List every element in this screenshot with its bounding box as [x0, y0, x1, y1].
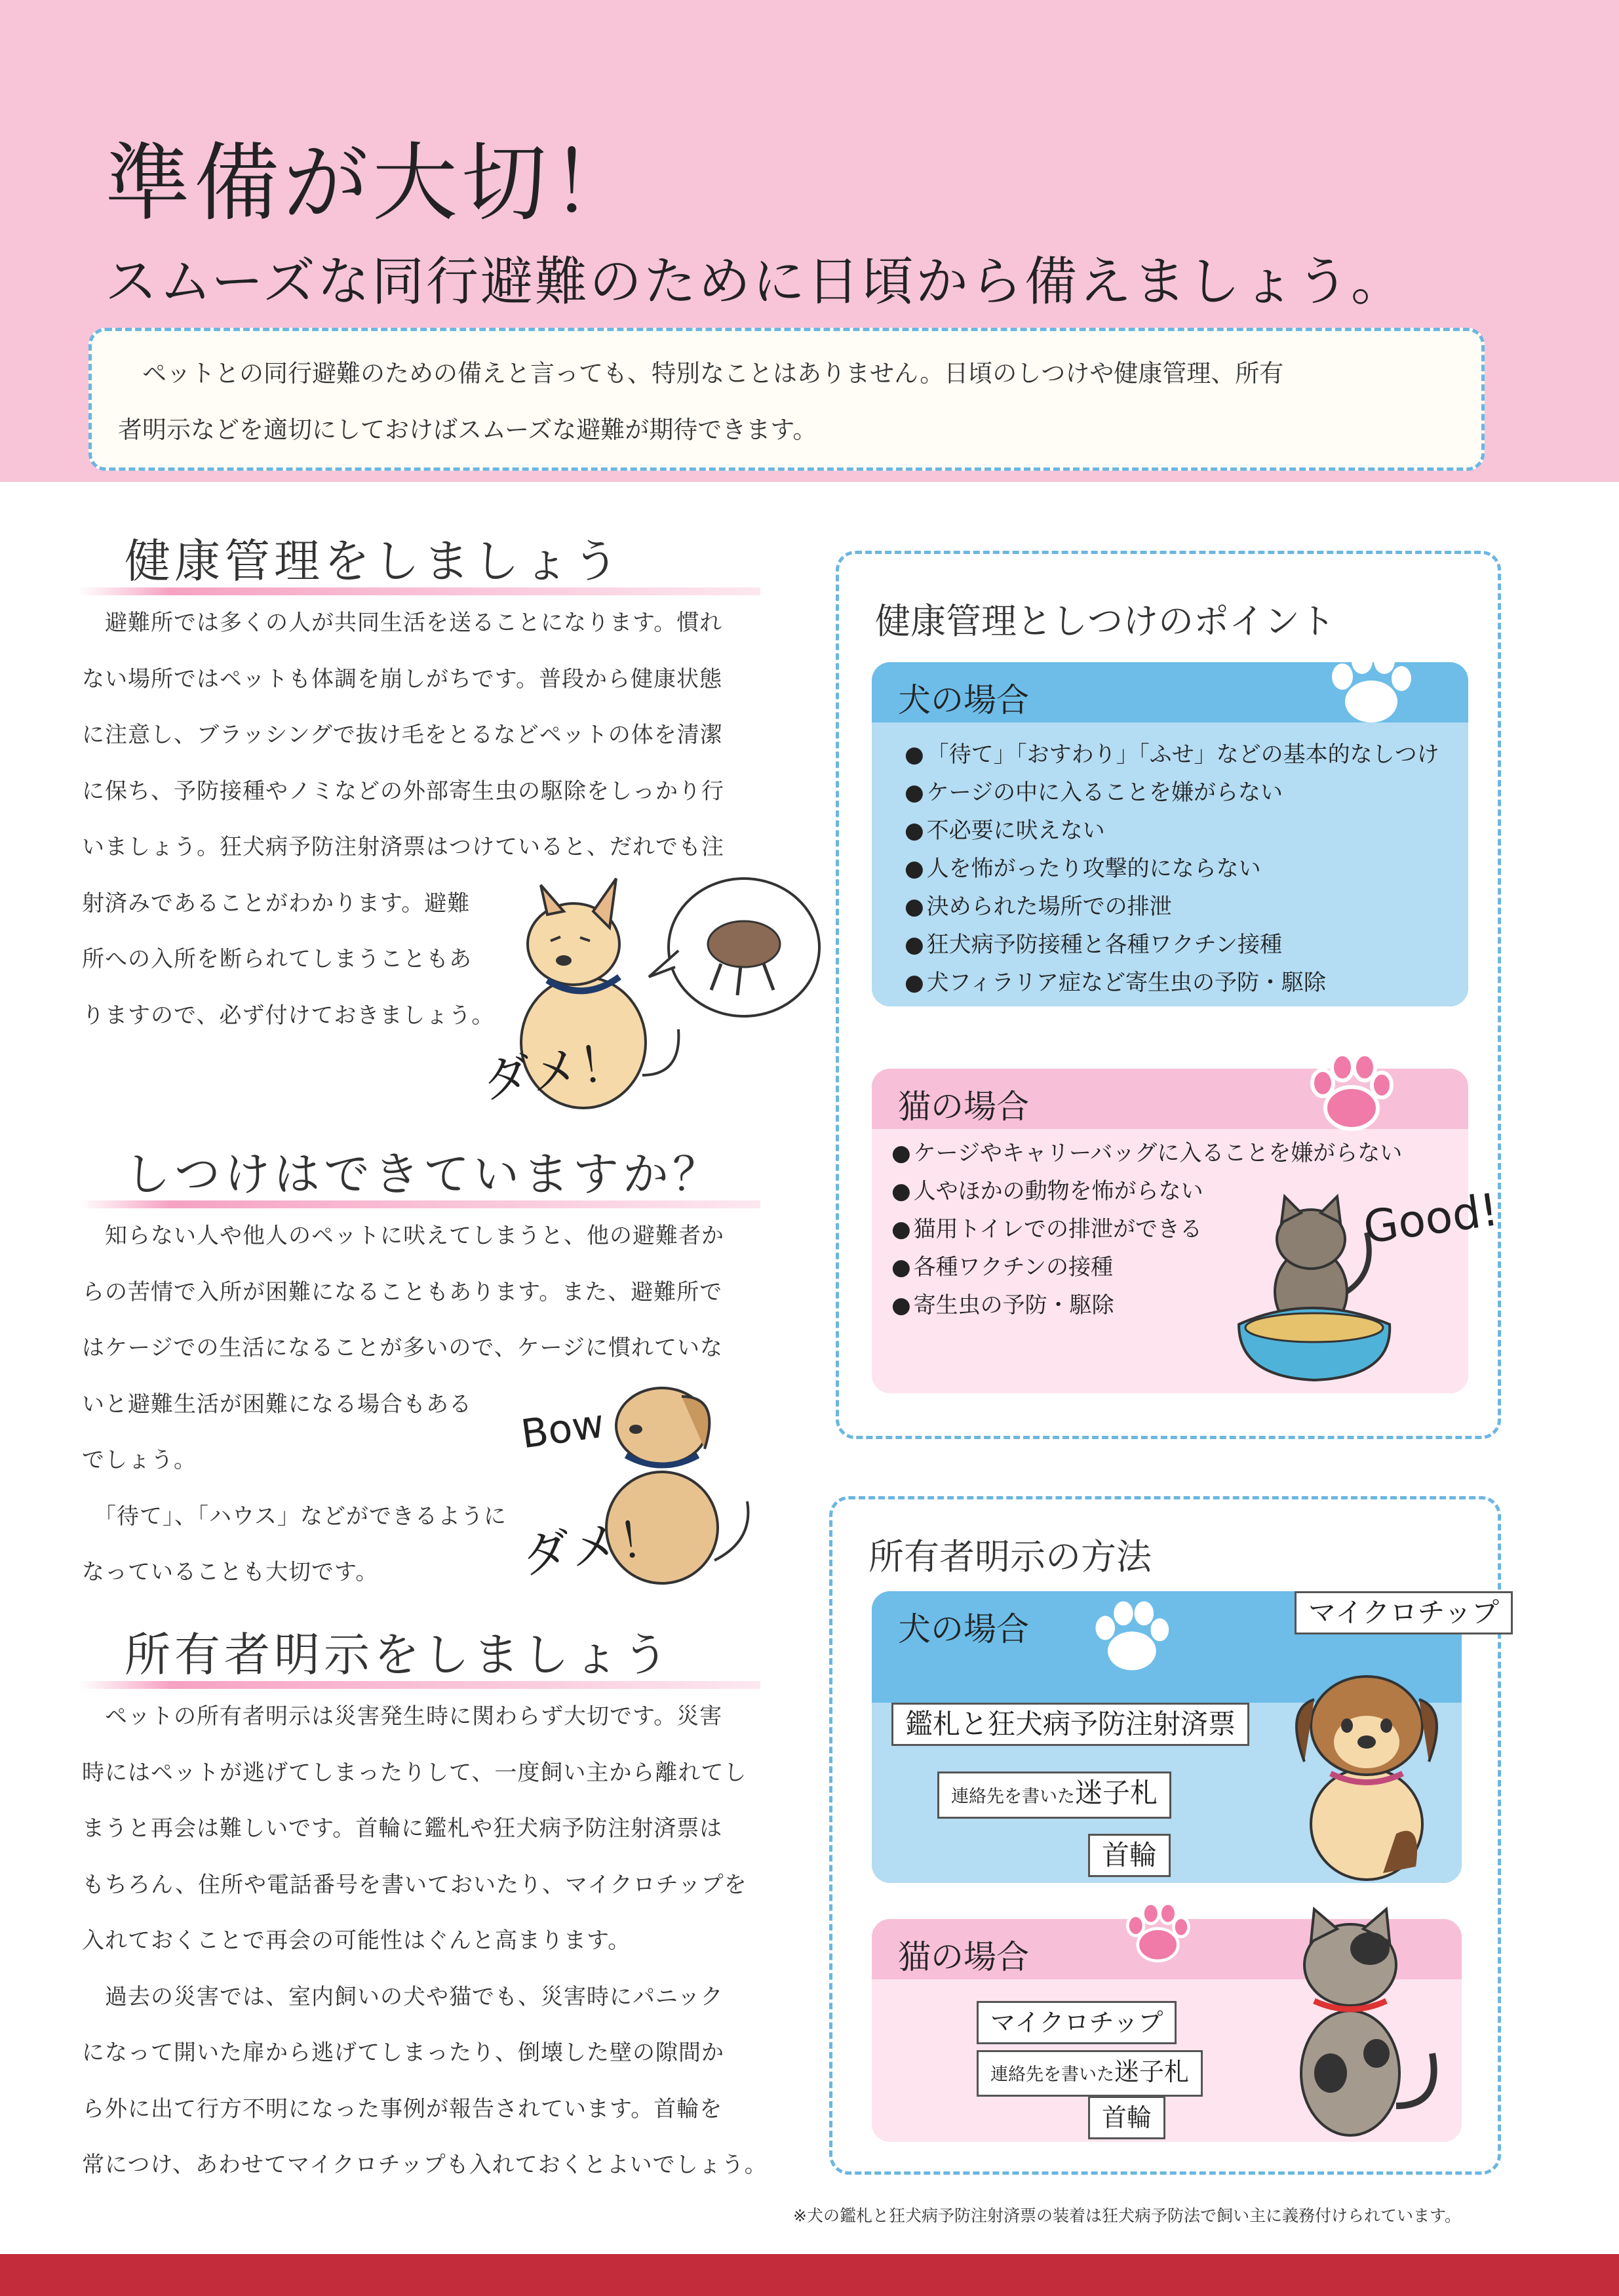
- id-tag-small: 連絡先を書いた: [990, 2065, 1114, 2085]
- cat-points-panel: [872, 1069, 1502, 1393]
- intro-box: [88, 328, 1485, 471]
- paw-icon: [1121, 1899, 1193, 1965]
- intro-line: 者明示などを適切にしておけばスムーズな避難が期待できます。: [118, 416, 817, 444]
- dog-id-heading: 犬の場合: [872, 1591, 1462, 1652]
- text-line: 射済みであることがわかります。避難: [82, 890, 471, 917]
- list-item: ● 不必要に吠えない: [905, 812, 1439, 850]
- dog-id-panel: [872, 1591, 1500, 1883]
- text-line: もちろん、住所や電話番号を書いておいたり、マイクロチップを: [82, 1871, 747, 1898]
- flea-bubble-icon: [649, 875, 826, 1026]
- owner-box-title: 所有者明示の方法: [868, 1536, 1152, 1577]
- paw-icon: [1304, 1049, 1396, 1134]
- cat-id-panel: [872, 1919, 1462, 2142]
- text-line: 「待て」、「ハウス」などができるように: [82, 1503, 507, 1530]
- page-title: 準備が大切！: [105, 133, 640, 233]
- text-line: に注意し、ブラッシングで抜け毛をとるなどペットの体を清潔: [82, 722, 723, 748]
- text-line: に保ち、予防接種やノミなどの外部寄生虫の駆除をしっかり行: [82, 778, 724, 804]
- list-item: ● 猫用トイレでの排泄ができる: [891, 1210, 1402, 1248]
- cat-points-heading: 猫の場合: [872, 1069, 1468, 1129]
- text-line: 知らない人や他人のペットに吠えてしまうと、他の避難者か: [82, 1223, 724, 1249]
- license-tag-label: 鑑札と狂犬病予防注射済票: [891, 1703, 1249, 1746]
- id-tag-big: 迷子札: [1075, 1777, 1158, 1809]
- list-item: ● ケージやキャリーバッグに入ることを嫌がらない: [891, 1134, 1402, 1172]
- list-item: ● 人やほかの動物を怖がらない: [891, 1172, 1402, 1210]
- list-item: ● 人を怖がったり攻撃的にならない: [905, 850, 1439, 888]
- points-box-title: 健康管理としつけのポイント: [875, 601, 1335, 642]
- text-line: 常につけ、あわせてマイクロチップも入れておくとよいでしょう。: [82, 2152, 768, 2178]
- text-line: でしょう。: [82, 1447, 197, 1473]
- list-item: ● 犬フィラリア症など寄生虫の予防・駆除: [905, 964, 1439, 1002]
- text-line: になって開いた扉から逃げてしまったり、倒壊した壁の隙間か: [82, 2040, 724, 2066]
- intro-line: ペットとの同行避難のための備えと言っても、特別なことはありません。日頃のしつけや健康管理、所有: [118, 359, 1284, 387]
- microchip-label: マイクロチップ: [1295, 1591, 1513, 1634]
- text-line: いと避難生活が困難になる場合もある: [82, 1391, 472, 1417]
- no-sfx-text: ダメ！: [518, 1508, 671, 1585]
- footer-bar: [0, 2254, 1619, 2296]
- id-tag-small: 連絡先を書いた: [951, 1787, 1075, 1807]
- page-subtitle: スムーズな同行避難のために日頃から備えましょう。: [105, 251, 1405, 312]
- list-item: ● 決められた場所での排泄: [905, 888, 1439, 926]
- id-tag-big: 迷子札: [1114, 2057, 1190, 2086]
- cat-id-heading: 猫の場合: [872, 1919, 1462, 1979]
- footnote: ※犬の鑑札と狂犬病予防注射済票の装着は狂犬病予防法で飼い主に義務付けられています。: [793, 2206, 1461, 2225]
- list-item: ● ケージの中に入ることを嫌がらない: [905, 774, 1439, 812]
- cat-portrait-illustration: [1278, 1909, 1449, 2139]
- text-line: なっていることも大切です。: [82, 1559, 379, 1585]
- microchip-label: マイクロチップ: [977, 2001, 1177, 2044]
- text-line: 所への入所を断られてしまうこともあ: [82, 946, 472, 972]
- dog-points-list: [905, 736, 1439, 1002]
- points-box: [836, 551, 1501, 1439]
- list-item: ● 寄生虫の予防・駆除: [891, 1286, 1402, 1324]
- text-line: いましょう。狂犬病予防注射済票はつけていると、だれでも注: [82, 834, 724, 860]
- list-item: ● 各種ワクチンの接種: [891, 1248, 1402, 1286]
- no-sfx-text: ダメ！: [478, 1033, 631, 1109]
- id-tag-label: [937, 1771, 1171, 1819]
- paw-icon: [1324, 643, 1416, 728]
- text-line: はケージでの生活になることが多いので、ケージに慣れていな: [82, 1335, 723, 1361]
- text-line: ら外に出て行方不明になった事例が報告されています。首輪を: [82, 2095, 723, 2122]
- health-heading: 健康管理をしましょう: [79, 525, 760, 595]
- text-line: 時にはペットが逃げてしまったりして、一度飼い主から離れてし: [82, 1759, 747, 1786]
- text-line: 過去の災害では、室内飼いの犬や猫でも、災害時にパニック: [82, 1983, 724, 2010]
- text-line: 入れておくことで再会の可能性はぐんと高まります。: [82, 1928, 631, 1954]
- paw-icon: [1088, 1596, 1173, 1675]
- dog-portrait-illustration: [1285, 1670, 1455, 1880]
- good-text: Good!: [1360, 1184, 1502, 1254]
- owner-heading: 所有者明示をしましょう: [79, 1618, 760, 1689]
- text-line: ない場所ではペットも体調を崩しがちです。普段から健康状態: [82, 665, 722, 692]
- list-item: ● 「待て」「おすわり」「ふせ」などの基本的なしつけ: [905, 736, 1439, 774]
- text-line: まうと再会は難しいです。首輪に鑑札や狂犬病予防注射済票は: [82, 1815, 723, 1842]
- owner-text: [82, 1689, 768, 2194]
- dog-points-heading: 犬の場合: [872, 662, 1468, 722]
- header-banner: [0, 0, 1619, 482]
- text-line: らの苦情で入所が困難になることもあります。また、避難所で: [82, 1278, 723, 1305]
- collar-label: 首輪: [1088, 1834, 1171, 1877]
- owner-id-box: [829, 1496, 1501, 2175]
- bark-text: Bow: [518, 1400, 608, 1458]
- list-item: ● 狂犬病予防接種と各種ワクチン接種: [905, 926, 1439, 964]
- training-heading: しつけはできていますか？: [79, 1138, 760, 1208]
- text-line: りますので、必ず付けておきましょう。: [82, 1002, 495, 1029]
- text-line: 避難所では多くの人が共同生活を送ることになります。慣れ: [82, 610, 723, 636]
- collar-label: 首輪: [1088, 2096, 1165, 2139]
- text-line: ペットの所有者明示は災害発生時に関わらず大切です。災害: [82, 1703, 723, 1730]
- id-tag-label: [977, 2050, 1203, 2097]
- dog-points-panel: [872, 662, 1468, 1006]
